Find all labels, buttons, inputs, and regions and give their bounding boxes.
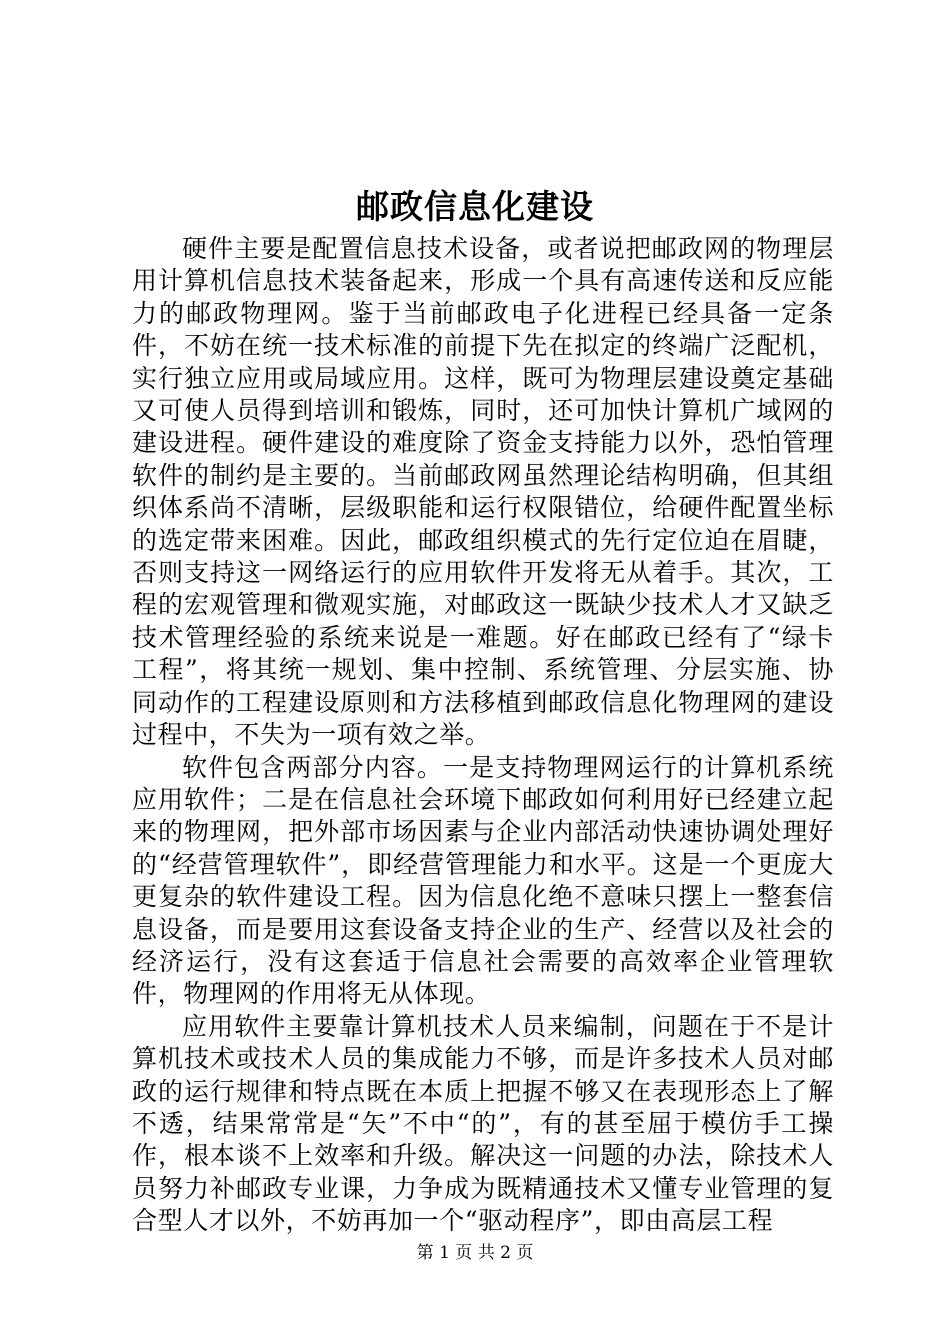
document-title: 邮政信息化建设 (356, 187, 594, 226)
paragraph-hardware: 硬件主要是配置信息技术设备，或者说把邮政网的物理层用计算机信息技术装备起来，形成一个具有高速传送和反应能力的邮政物理网。鉴于当前邮政电子化进程已经具备一定条件，不妨在统一技术标准的前提下先在拟定的终端广泛配机，实行独立应用或局域应用。这样，既可为物理层建设奠定基础又可使人员得到培训和锻炼，同时，还可加快计算机广域网的建设进程。硬件建设的难度除了资金支持能力以外，恐怕管理软件的制约是主要的。当前邮政网虽然理论结构明确，但其组织体系尚不清晰，层级职能和运行权限错位，给硬件配置坐标的选定带来困难。因此，邮政组织模式的先行定位迫在眉睫，否则支持这一网络运行的应用软件开发将无从着手。其次，工程的宏观管理和微观实施，对邮政这一既缺少技术人才又缺乏技术管理经验的系统来说是一难题。好在邮政已经有了“绿卡工程”，将其统一规划、集中控制、系统管理、分层实施、协同动作的工程建设原则和方法移植到邮政信息化物理网的建设过程中，不失为一项有效之举。 (132, 234, 834, 750)
document-body (132, 233, 834, 1238)
paragraph-software: 软件包含两部分内容。一是支持物理网运行的计算机系统应用软件；二是在信息社会环境下邮政如何利用好已经建立起来的物理网，把外部市场因素与企业内部活动快速协调处理好的“经营管理软件”，即经营管理能力和水平。这是一个更庞大更复杂的软件建设工程。因为信息化绝不意味只摆上一整套信息设备，而是要用这套设备支持企业的生产、经营以及社会的经济运行，没有这套适于信息社会需要的高效率企业管理软件，物理网的作用将无从体现。 (132, 752, 834, 1009)
page-number-footer: 第 1 页 共 2 页 (416, 1243, 534, 1263)
paragraph-application-software: 应用软件主要靠计算机技术人员来编制，问题在于不是计算机技术或技术人员的集成能力不够，而是许多技术人员对邮政的运行规律和特点既在本质上把握不够又在表现形态上了解不透，结果常常是“矢”不中“的”，有的甚至屈于模仿手工操作，根本谈不上效率和升级。解决这一问题的办法，除技术人员努力补邮政专业课，力争成为既精通技术又懂专业管理的复合型人才以外，不妨再加一个“驱动程序”，即由高层工程 (132, 1011, 834, 1236)
